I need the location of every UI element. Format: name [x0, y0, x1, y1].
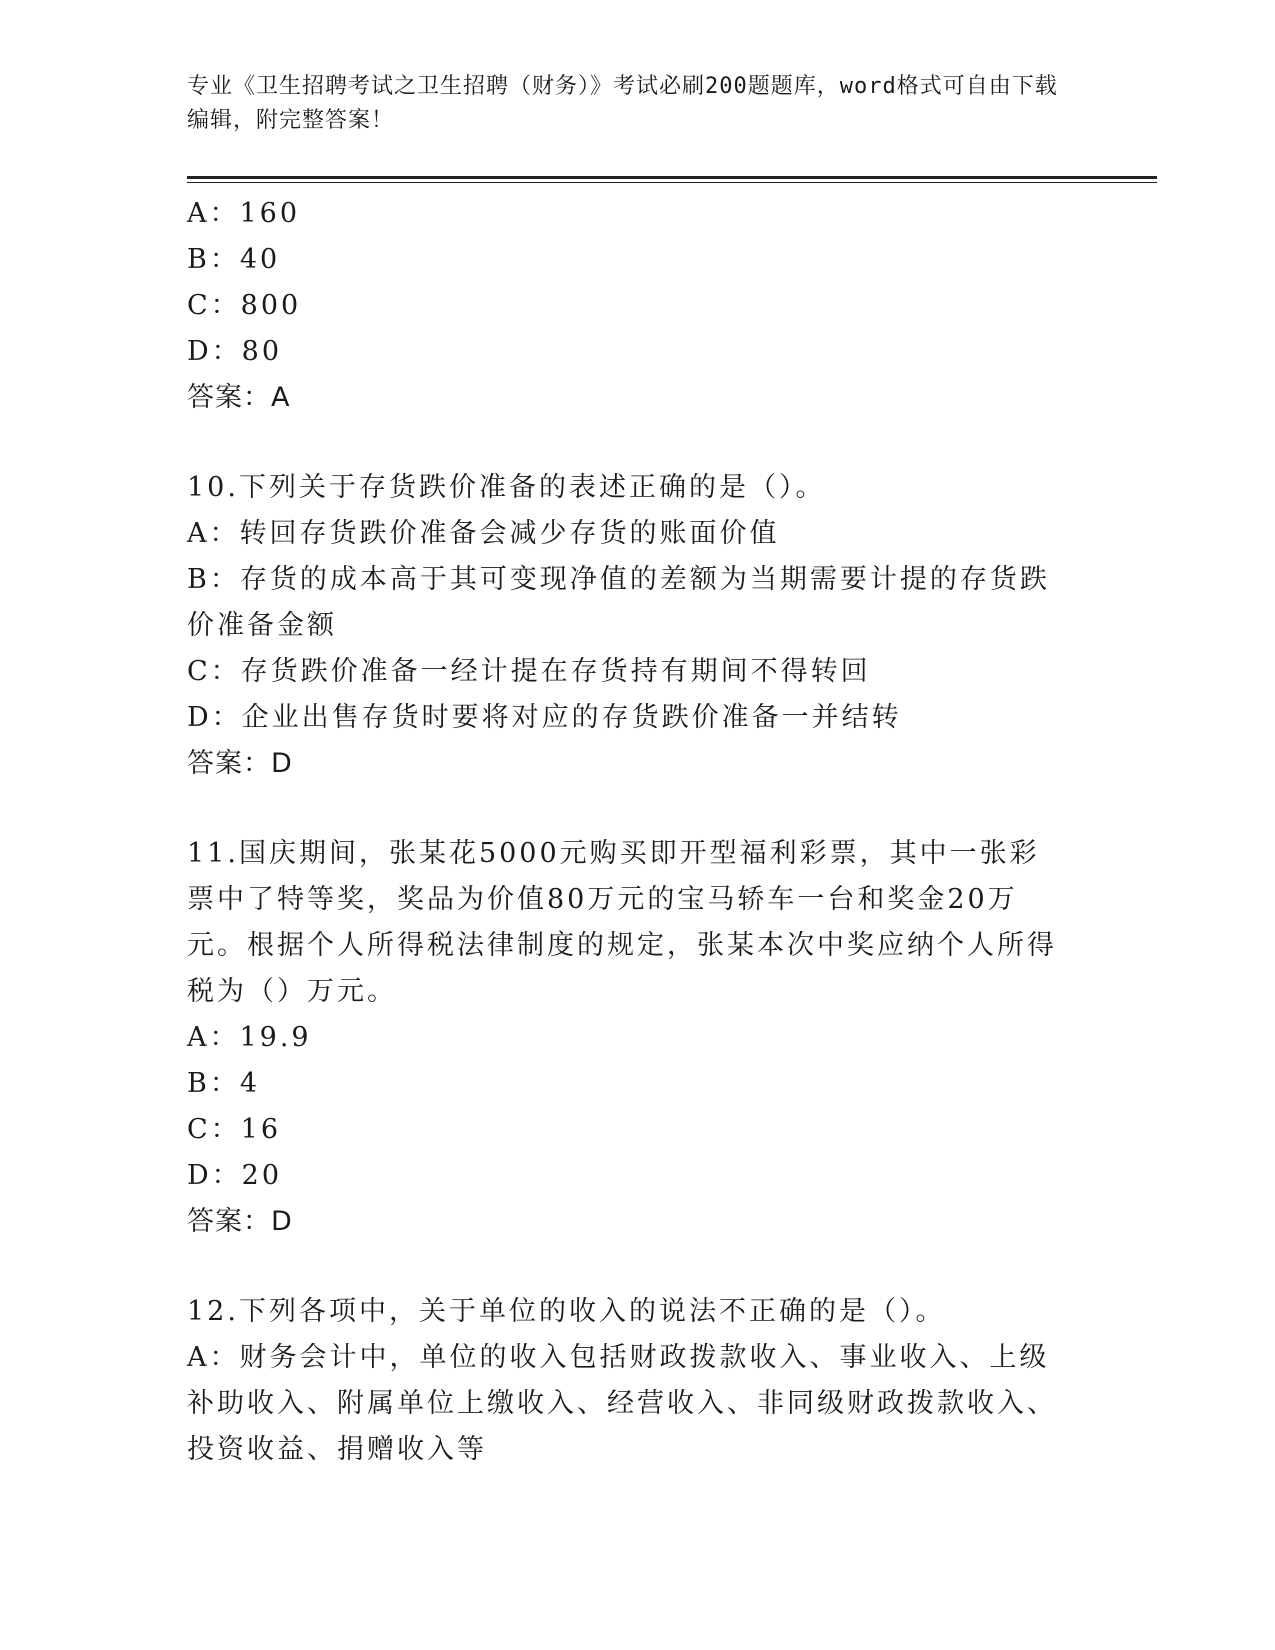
question-text: 11.国庆期间，张某花5000元购买即开型福利彩票，其中一张彩票中了特等奖，奖品为价值80万元的宝马轿车一台和奖金20万元。根据个人所得税法律制度的规定，张某本次中奖应纳个人所得税为（）万元。 [187, 838, 1057, 1007]
option-a: A：转回存货跌价准备会减少存货的账面价值 [187, 518, 780, 549]
question-10 [187, 465, 1157, 787]
answer: 答案：A [187, 382, 291, 413]
option-c: C：800 [187, 290, 302, 321]
option-a: A：19.9 [187, 1022, 312, 1053]
question-11 [187, 831, 1157, 1245]
header-divider [187, 176, 1157, 183]
question-9 [187, 191, 1157, 421]
document-page [187, 70, 1157, 1473]
option-a: A：160 [187, 198, 301, 229]
option-c: C：16 [187, 1114, 282, 1145]
option-d: D：80 [187, 336, 283, 367]
question-text: 10.下列关于存货跌价准备的表述正确的是（）。 [187, 472, 826, 503]
answer: 答案：D [187, 748, 293, 779]
option-d: D：企业出售存货时要将对应的存货跌价准备一并结转 [187, 702, 902, 733]
option-d: D：20 [187, 1160, 283, 1191]
document-header: 专业《卫生招聘考试之卫生招聘（财务）》考试必刷200题题库，word格式可自由下载编辑，附完整答案！ [187, 74, 1058, 133]
option-b: B：4 [187, 1068, 261, 1099]
question-text: 12.下列各项中，关于单位的收入的说法不正确的是（）。 [187, 1296, 946, 1327]
question-12 [187, 1289, 1157, 1473]
option-b: B：40 [187, 244, 281, 275]
option-b: B：存货的成本高于其可变现净值的差额为当期需要计提的存货跌价准备金额 [187, 564, 1050, 641]
question-list [187, 191, 1157, 1473]
option-a: A：财务会计中，单位的收入包括财政拨款收入、事业收入、上级补助收入、附属单位上缴收入、经营收入、非同级财政拨款收入、投资收益、捐赠收入等 [187, 1342, 1057, 1465]
answer: 答案：D [187, 1206, 293, 1237]
option-c: C：存货跌价准备一经计提在存货持有期间不得转回 [187, 656, 871, 687]
